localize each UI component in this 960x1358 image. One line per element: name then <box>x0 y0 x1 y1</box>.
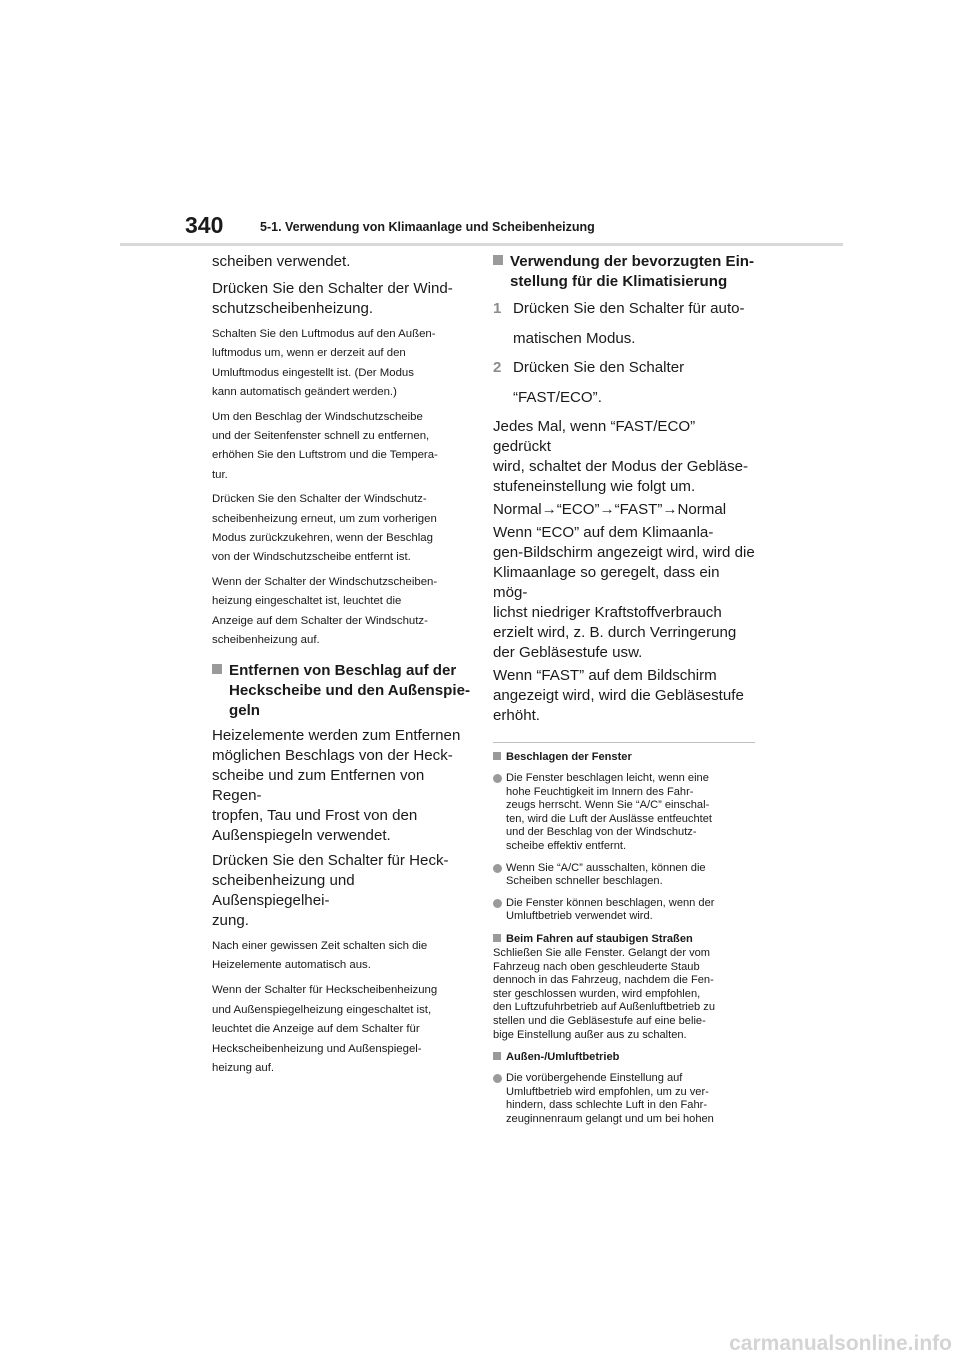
circle-bullet-icon <box>493 1074 502 1083</box>
step-item <box>493 353 755 412</box>
step-item <box>493 294 755 353</box>
mode-sequence: Normal→“ECO”→“FAST”→Normal <box>493 501 727 518</box>
bullet-text: Die Fenster beschlagen leicht, wenn eine hohe Feuchtigkeit im Innern des Fahr- zeugs herrscht. Wenn Sie “A/C” einschal- ten, wird die Luft der Auslässe entfeuchtet und der Beschlag von der Windschutz- scheibe effektiv entfernt. <box>506 772 712 852</box>
left-column <box>212 252 470 1078</box>
bullet-item <box>493 1072 755 1126</box>
section-title: 5-1. Verwendung von Klimaanlage und Scheibenheizung <box>260 220 595 234</box>
bullet-text: Die Fenster können beschlagen, wenn der Umluftbetrieb verwendet wird. <box>506 896 715 923</box>
paragraph: Jedes Mal, wenn “FAST/ECO” gedrückt wird, schaltet der Modus der Gebläse- stufeneinstellung wie folgt um. <box>493 418 749 495</box>
square-bullet-icon <box>212 664 222 674</box>
bullet-text: Die vorübergehende Einstellung auf Umluftbetrieb wird empfohlen, um zu ver- hindern, dass schlechte Luft in den Fahr- zeuginnenraum gelangt und um bei hohen <box>506 1072 714 1125</box>
sub-heading <box>493 932 755 946</box>
step-text: Drücken Sie den Schalter “FAST/ECO”. <box>513 359 685 406</box>
note-paragraph: Nach einer gewissen Zeit schalten sich die Heizelemente automatisch aus. <box>212 939 428 971</box>
bullet-item <box>493 862 755 889</box>
step-number: 1 <box>493 300 502 317</box>
paragraph: Schließen Sie alle Fenster. Gelangt der vom Fahrzeug nach oben geschleuderte Staub dennoch in das Fahrzeug, nachdem die Fen- ster geschlossen wurden, wird empfohlen, den Luftzufuhrbetrieb auf Außenluftbetrieb zu stellen und die Gebläsestufe auf eine belie- bige Einstellung außer aus zu schalten. <box>493 946 716 1041</box>
paragraph: Wenn “FAST” auf dem Bildschirm angezeigt wird, wird die Gebläsestufe erhöht. <box>493 667 744 724</box>
instruction-paragraph: Drücken Sie den Schalter der Wind- schutzscheibenheizung. <box>212 280 453 317</box>
circle-bullet-icon <box>493 899 502 908</box>
watermark-text: carmanualsonline.info <box>729 1332 952 1355</box>
paragraph: Heizelemente werden zum Entfernen möglichen Beschlags von der Heck- scheibe und zum Entfernen von Regen- tropfen, Tau und Frost von den Außenspiegeln verwendet. <box>212 726 461 844</box>
note-paragraph: Um den Beschlag der Windschutzscheibe und der Seitenfenster schnell zu entfernen, erhöhen Sie den Luftstrom und die Tempera- tur. <box>212 410 438 481</box>
bullet-item <box>493 897 755 924</box>
square-bullet-icon <box>493 255 503 265</box>
note-paragraph: Wenn der Schalter der Windschutzscheiben- heizung eingeschaltet ist, leuchtet die Anzeige auf dem Schalter der Windschutz- scheibenheizung auf. <box>212 575 438 647</box>
sub-heading-text: Beim Fahren auf staubigen Straßen <box>506 932 693 945</box>
watermark-logo <box>714 1331 954 1355</box>
step-number: 2 <box>493 359 502 376</box>
note-paragraph: Drücken Sie den Schalter der Windschutz- scheibenheizung erneut, um zum vorherigen Modus zurückzukehren, wenn der Beschlag von der Windschutzscheibe entfernt ist. <box>212 493 437 564</box>
section-heading-text: Entfernen von Beschlag auf der Heckscheibe und den Außenspie- geln <box>229 661 470 719</box>
square-bullet-icon <box>493 1052 501 1060</box>
section-divider <box>493 742 755 743</box>
page-number: 340 <box>185 212 224 238</box>
sub-heading-text: Beschlagen der Fenster <box>506 751 632 763</box>
bullet-item <box>493 772 755 854</box>
square-bullet-icon <box>493 934 501 942</box>
circle-bullet-icon <box>493 864 502 873</box>
step-text: Drücken Sie den Schalter für auto- matischen Modus. <box>513 300 745 347</box>
sub-heading <box>493 1050 755 1064</box>
section-heading <box>493 252 755 292</box>
note-paragraph: Wenn der Schalter für Heckscheibenheizung und Außenspiegelheizung eingeschaltet ist, leuchtet die Anzeige auf dem Schalter für Heckscheibenheizung und Außenspiegel- heizung auf. <box>212 984 438 1074</box>
bullet-text: Wenn Sie “A/C” ausschalten, können die Scheiben schneller beschlagen. <box>506 861 706 888</box>
square-bullet-icon <box>493 752 501 760</box>
note-paragraph: Schalten Sie den Luftmodus auf den Außen- luftmodus um, wenn er derzeit auf den Umluftmodus eingestellt ist. (Der Modus kann automatisch geändert werden.) <box>212 328 436 399</box>
sub-heading <box>493 750 755 764</box>
circle-bullet-icon <box>493 774 502 783</box>
sub-heading-text: Außen-/Umluftbetrieb <box>506 1051 620 1064</box>
right-column <box>493 252 755 1126</box>
section-heading-text: Verwendung der bevorzugten Ein- stellung für die Klimatisierung <box>510 253 755 290</box>
instruction-paragraph: Drücken Sie den Schalter für Heck- scheibenheizung und Außenspiegelhei- zung. <box>212 851 449 929</box>
paragraph: scheiben verwendet. <box>212 253 351 270</box>
paragraph: Wenn “ECO” auf dem Klimaanla- gen-Bildschirm angezeigt wird, wird die Klimaanlage so geregelt, dass ein mög- lichst niedriger Kraftstoffverbrauch erzielt wird, z. B. durch Verringerung der Gebläsestufe usw. <box>493 524 755 661</box>
section-heading <box>212 661 470 721</box>
header-divider <box>120 243 843 246</box>
